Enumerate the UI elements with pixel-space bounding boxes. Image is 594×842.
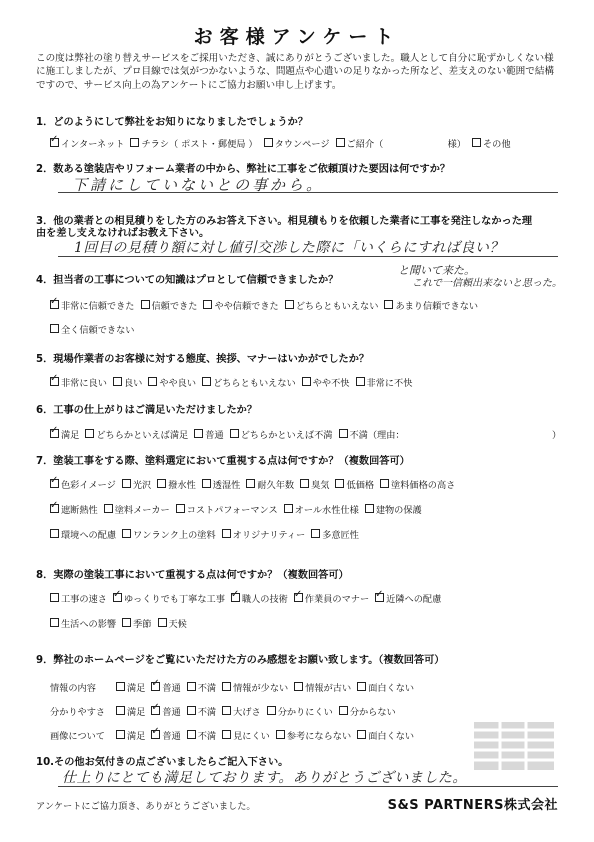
q3-answer-line <box>58 256 558 257</box>
checkbox-icon[interactable] <box>339 706 348 715</box>
checkbox-icon[interactable] <box>194 429 203 438</box>
option-label: 参考にならない <box>286 731 352 742</box>
q10-question: 10.その他お気付きの点ございましたらご記入下さい。 <box>36 757 289 768</box>
checkbox-icon[interactable] <box>151 706 160 715</box>
q4-options-option-2[interactable] <box>203 298 278 312</box>
checkbox-icon[interactable] <box>187 682 196 691</box>
q7-options-row2-option-2[interactable] <box>176 502 278 516</box>
option-label: 生活への影響 <box>61 619 117 630</box>
q8-options-row1-option-1[interactable] <box>113 591 225 605</box>
q6-options-option-0[interactable] <box>50 427 79 441</box>
company-name: S&S PARTNERS株式会社 <box>387 798 558 813</box>
footer-thanks: アンケートにご協力頂き、ありがとうございました。 <box>36 801 256 812</box>
q9-row-clarity-option-5[interactable] <box>339 704 396 718</box>
q7-options-row1-option-1[interactable] <box>122 477 151 491</box>
checkbox-icon[interactable] <box>151 682 160 691</box>
option-label: 分からない <box>349 707 396 718</box>
checkbox-icon[interactable] <box>357 730 366 739</box>
q4-options-row2-option-0[interactable] <box>50 322 135 336</box>
q7-options-row2-option-0[interactable] <box>50 502 98 516</box>
checkbox-icon[interactable] <box>50 479 59 488</box>
q8-options-row1-option-2[interactable] <box>231 591 288 605</box>
option-label: 低価格 <box>346 480 375 491</box>
option-label: 塗料価格の高さ <box>391 480 456 491</box>
checkbox-icon[interactable] <box>302 377 311 386</box>
q9-row-clarity-option-2[interactable] <box>187 704 216 718</box>
q1-question: 1．どのようにして弊社をお知りになりましたでしょうか？ <box>36 117 308 128</box>
option-label: 職人の技術 <box>241 594 288 605</box>
q5-question: 5．現場作業者のお客様に対する態度、挨拶、マナーはいかがでしたか？ <box>36 354 370 365</box>
q3-question-line1: 3．他の業者との相見積りをした方のみお答え下さい。相見積もりを依頼した業者に工事を発注しなかった理 <box>36 216 533 227</box>
checkbox-icon[interactable] <box>267 706 276 715</box>
q1-options-option-3[interactable] <box>336 136 466 150</box>
q4-options-option-3[interactable] <box>285 298 379 312</box>
q8-options-row1-option-4[interactable] <box>375 591 441 605</box>
checkbox-icon[interactable] <box>50 618 59 627</box>
q9-row-images-option-5[interactable] <box>357 728 414 742</box>
q4-options-option-1[interactable] <box>141 298 198 312</box>
q7-options-row1-option-7[interactable] <box>380 477 455 491</box>
option-label: やや不快 <box>312 378 350 389</box>
q5-options-option-4[interactable] <box>302 375 350 389</box>
q4-options-row2 <box>50 322 141 336</box>
checkbox-icon[interactable] <box>50 529 59 538</box>
option-label: チラシ（ ポスト・郵便局 ） <box>141 139 258 150</box>
option-label: 多意匠性 <box>322 530 359 541</box>
checkbox-icon[interactable] <box>246 479 255 488</box>
q7-options-row1 <box>50 477 461 491</box>
q6-options-option-1[interactable] <box>85 427 188 441</box>
checkbox-icon[interactable] <box>231 593 240 602</box>
q7-options-row3-option-0[interactable] <box>50 527 116 541</box>
q7-options-row1-option-5[interactable] <box>300 477 329 491</box>
q9-row-content-option-4[interactable] <box>294 680 351 694</box>
option-label: 天候 <box>168 619 187 630</box>
q9-row-images <box>50 728 420 742</box>
option-label: 臭気 <box>311 480 330 491</box>
option-label: 満足 <box>127 731 146 742</box>
checkbox-icon[interactable] <box>380 479 389 488</box>
q5-options-option-1[interactable] <box>113 375 142 389</box>
checkbox-icon[interactable] <box>336 138 345 147</box>
option-label: 良い <box>123 378 143 389</box>
checkbox-icon[interactable] <box>472 138 481 147</box>
q9-row-images-option-3[interactable] <box>222 728 270 742</box>
q2-answer: 下請にしていないとの事から。 <box>72 176 325 194</box>
checkbox-icon[interactable] <box>116 730 125 739</box>
q7-options-row2 <box>50 502 428 516</box>
checkbox-icon[interactable] <box>339 429 348 438</box>
q9-row-clarity-option-1[interactable] <box>151 704 180 718</box>
checkbox-icon[interactable] <box>116 682 125 691</box>
option-label: 塗料メーカー <box>114 505 170 516</box>
q7-options-row3-option-1[interactable] <box>122 527 216 541</box>
checkbox-icon[interactable] <box>384 300 393 309</box>
checkbox-icon[interactable] <box>85 429 94 438</box>
q9-row-images-option-0[interactable] <box>116 728 145 742</box>
option-label: 遮断熱性 <box>61 505 98 516</box>
q8-options-row2-option-0[interactable] <box>50 616 116 630</box>
q8-options-row1-option-3[interactable] <box>294 591 369 605</box>
checkbox-icon[interactable] <box>365 504 374 513</box>
checkbox-icon[interactable] <box>222 529 231 538</box>
checkbox-icon[interactable] <box>187 706 196 715</box>
option-label: 不満（理由： <box>349 430 405 441</box>
checkbox-icon[interactable] <box>294 682 303 691</box>
q5-options-option-5[interactable] <box>356 375 413 389</box>
q9-row-images-option-4[interactable] <box>276 728 351 742</box>
q7-options-row1-option-2[interactable] <box>157 477 196 491</box>
q5-options <box>50 375 418 389</box>
q6-options-option-3[interactable] <box>230 427 333 441</box>
option-label: 不満 <box>197 683 217 694</box>
checkbox-icon[interactable] <box>276 730 285 739</box>
q7-options-row3-option-3[interactable] <box>311 527 359 541</box>
checkbox-icon[interactable] <box>50 324 59 333</box>
q4-question: 4．担当者の工事についての知識はプロとして信頼できましたか？ <box>36 275 339 286</box>
q9-row-images-option-1[interactable] <box>151 728 180 742</box>
checkbox-icon[interactable] <box>50 429 59 438</box>
option-label: 不満 <box>197 731 217 742</box>
checkbox-icon[interactable] <box>122 529 131 538</box>
option-label: 非常に良い <box>61 378 107 389</box>
checkbox-icon[interactable] <box>113 377 122 386</box>
q7-options-row1-option-4[interactable] <box>246 477 294 491</box>
checkbox-icon[interactable] <box>202 377 211 386</box>
checkbox-icon[interactable] <box>335 479 344 488</box>
option-label: ワンランク上の塗料 <box>133 530 216 541</box>
checkbox-icon[interactable] <box>375 593 384 602</box>
option-label: 見にくい <box>233 731 270 742</box>
checkbox-icon[interactable] <box>356 377 365 386</box>
q7-question: 7．塗装工事をする際、塗料選定において重視する点は何ですか？（複数回答可） <box>36 456 410 467</box>
q7-options-row1-option-0[interactable] <box>50 477 116 491</box>
intro-text: この度は弊社の塗り替えサービスをご採用いただき、誠にありがとうございました。職人として自分に恥ずかしくない様に施工しましたが、プロ目線では気がつかないような、問題点や心遣いの足りなかった所など、差支えのない範囲で結構ですので、サービス向上の為アンケートにご協力お願い申し上げます。 <box>36 53 555 91</box>
option-label: 季節 <box>133 619 152 630</box>
decorative-grid-graphic <box>474 722 554 770</box>
checkbox-icon[interactable] <box>284 504 293 513</box>
option-label: 情報が古い <box>305 683 352 694</box>
q8-options-row1-option-0[interactable] <box>50 591 107 605</box>
checkbox-icon[interactable] <box>104 504 113 513</box>
option-label: 環境への配慮 <box>61 530 117 541</box>
option-label: やや信頼できた <box>214 301 279 312</box>
checkbox-icon[interactable] <box>50 593 59 602</box>
q4-options-option-4[interactable] <box>384 298 478 312</box>
q9-row-content-option-5[interactable] <box>357 680 414 694</box>
checkbox-icon[interactable] <box>130 138 139 147</box>
checkbox-icon[interactable] <box>151 730 160 739</box>
q2-answer-line <box>58 192 558 193</box>
checkbox-icon[interactable] <box>285 300 294 309</box>
option-label: 分かりにくい <box>277 707 333 718</box>
q7-options-row3 <box>50 527 365 541</box>
q1-options-option-1[interactable] <box>130 136 257 150</box>
checkbox-icon[interactable] <box>300 479 309 488</box>
option-label: どちらともいえない <box>295 301 379 312</box>
q2-question: 2．数ある塗装店やリフォーム業者の中から、弊社に工事をご依頼頂けた要因は何ですか？ <box>36 164 451 175</box>
q6-close-paren: ） <box>552 430 562 441</box>
q9-row-clarity-option-0[interactable] <box>116 704 145 718</box>
option-label: 普通 <box>162 731 181 742</box>
q9-row-clarity <box>50 704 402 718</box>
q3-answer-line2: と聞いて来た。 <box>398 264 475 277</box>
option-label: 非常に信頼できた <box>61 301 135 312</box>
q9-row-content-option-2[interactable] <box>187 680 216 694</box>
option-label: どちらかといえば満足 <box>96 430 189 441</box>
checkbox-icon[interactable] <box>50 504 59 513</box>
option-label: 色彩イメージ <box>61 480 116 491</box>
checkbox-icon[interactable] <box>158 618 167 627</box>
option-label: ゆっくりでも丁寧な工事 <box>123 594 225 605</box>
q8-options-row2 <box>50 616 193 630</box>
checkbox-icon[interactable] <box>230 429 239 438</box>
q9-question: 9．弊社のホームページをご覧にいただけた方のみ感想をお願い致します。（複数回答可） <box>36 655 445 666</box>
checkbox-icon[interactable] <box>116 706 125 715</box>
option-label: その他 <box>482 139 511 150</box>
q4-options-option-0[interactable] <box>50 298 135 312</box>
q8-options-row2-option-2[interactable] <box>158 616 187 630</box>
q9-row-label: 分かりやすさ <box>50 707 106 718</box>
checkbox-icon[interactable] <box>50 377 59 386</box>
checkbox-icon[interactable] <box>202 479 211 488</box>
q6-options <box>50 427 411 441</box>
checkbox-icon[interactable] <box>141 300 150 309</box>
option-label: 全く信頼できない <box>61 325 135 336</box>
option-label: 面白くない <box>368 683 415 694</box>
checkbox-icon[interactable] <box>222 682 231 691</box>
q9-row-content <box>50 680 420 694</box>
option-label: あまり信頼できない <box>395 301 479 312</box>
option-label: どちらともいえない <box>213 378 296 389</box>
option-label: 建物の保護 <box>375 505 422 516</box>
checkbox-icon[interactable] <box>148 377 157 386</box>
q5-options-option-3[interactable] <box>202 375 296 389</box>
q9-row-content-option-1[interactable] <box>151 680 180 694</box>
q3-question-line2: 由を差し支えなければお教え下さい。 <box>36 228 210 239</box>
checkbox-icon[interactable] <box>222 706 231 715</box>
checkbox-icon[interactable] <box>122 479 131 488</box>
page-title: お客様アンケート <box>193 26 401 48</box>
option-label: 透湿性 <box>212 480 241 491</box>
q1-options-option-2[interactable] <box>264 136 330 150</box>
option-label: 普通 <box>162 707 181 718</box>
option-label: 満足 <box>127 683 146 694</box>
q3-answer-line3: これで一信頼出来ないと思った。 <box>412 278 562 289</box>
q8-options-row2-option-1[interactable] <box>122 616 151 630</box>
checkbox-icon[interactable] <box>311 529 320 538</box>
q7-options-row2-option-1[interactable] <box>104 502 170 516</box>
option-label: コストパフォーマンス <box>186 505 278 516</box>
option-label: 作業員のマナー <box>304 594 370 605</box>
option-label: ご紹介（ 様） <box>346 139 466 150</box>
option-label: オリジナリティー <box>232 530 306 541</box>
q7-options-row1-option-6[interactable] <box>335 477 374 491</box>
option-label: 撥水性 <box>168 480 196 491</box>
option-label: 面白くない <box>368 731 415 742</box>
option-label: やや良い <box>159 378 197 389</box>
q1-options-option-4[interactable] <box>472 136 511 150</box>
q6-question: 6．工事の仕上がりはご満足いただけましたか？ <box>36 405 258 416</box>
q9-row-content-option-0[interactable] <box>116 680 145 694</box>
option-label: 耐久年数 <box>257 480 295 491</box>
q6-options-option-2[interactable] <box>194 427 223 441</box>
checkbox-icon[interactable] <box>264 138 273 147</box>
option-label: 満足 <box>61 430 80 441</box>
checkbox-icon[interactable] <box>187 730 196 739</box>
q5-options-option-0[interactable] <box>50 375 107 389</box>
q10-answer-line <box>58 786 558 787</box>
option-label: 信頼できた <box>151 301 198 312</box>
option-label: インターネット <box>61 139 125 150</box>
q4-options <box>50 298 484 312</box>
q3-answer-line1: 1回目の見積り額に対し値引交渉した際に「いくらにすれば良い？ <box>74 240 504 256</box>
option-label: 普通 <box>205 430 224 441</box>
checkbox-icon[interactable] <box>294 593 303 602</box>
q8-options-row1 <box>50 591 447 605</box>
checkbox-icon[interactable] <box>222 730 231 739</box>
q8-question: 8．実際の塗装工事において重視する点は何ですか？（複数回答可） <box>36 570 349 581</box>
option-label: オール水性仕様 <box>294 505 359 516</box>
q9-row-images-option-2[interactable] <box>187 728 216 742</box>
checkbox-icon[interactable] <box>176 504 185 513</box>
checkbox-icon[interactable] <box>157 479 166 488</box>
checkbox-icon[interactable] <box>50 300 59 309</box>
q5-options-option-2[interactable] <box>148 375 196 389</box>
checkbox-icon[interactable] <box>122 618 131 627</box>
checkbox-icon[interactable] <box>203 300 212 309</box>
option-label: 工事の速さ <box>61 594 107 605</box>
option-label: タウンページ <box>274 139 330 150</box>
q10-answer: 仕上りにとても満足しております。ありがとうございました。 <box>62 770 467 786</box>
q9-row-clarity-option-4[interactable] <box>267 704 333 718</box>
q7-options-row2-option-4[interactable] <box>365 502 422 516</box>
q9-row-label: 情報の内容 <box>50 683 96 694</box>
q9-row-clarity-option-3[interactable] <box>222 704 261 718</box>
option-label: 満足 <box>127 707 146 718</box>
q9-row-content-option-3[interactable] <box>222 680 288 694</box>
option-label: 普通 <box>162 683 181 694</box>
option-label: 近隣への配慮 <box>386 594 442 605</box>
q9-row-label: 画像について <box>50 731 105 742</box>
option-label: どちらかといえば不満 <box>240 430 333 441</box>
option-label: 不満 <box>197 707 217 718</box>
q1-options-option-0[interactable] <box>50 136 124 150</box>
checkbox-icon[interactable] <box>113 593 122 602</box>
q7-options-row2-option-3[interactable] <box>284 502 359 516</box>
q1-options <box>50 136 517 150</box>
option-label: 大げさ <box>233 707 261 718</box>
option-label: 光沢 <box>132 480 152 491</box>
checkbox-icon[interactable] <box>50 138 59 147</box>
q7-options-row3-option-2[interactable] <box>222 527 306 541</box>
option-label: 非常に不快 <box>366 378 413 389</box>
option-label: 情報が少ない <box>233 683 289 694</box>
q7-options-row1-option-3[interactable] <box>202 477 241 491</box>
checkbox-icon[interactable] <box>357 682 366 691</box>
q6-options-option-4[interactable] <box>339 427 405 441</box>
